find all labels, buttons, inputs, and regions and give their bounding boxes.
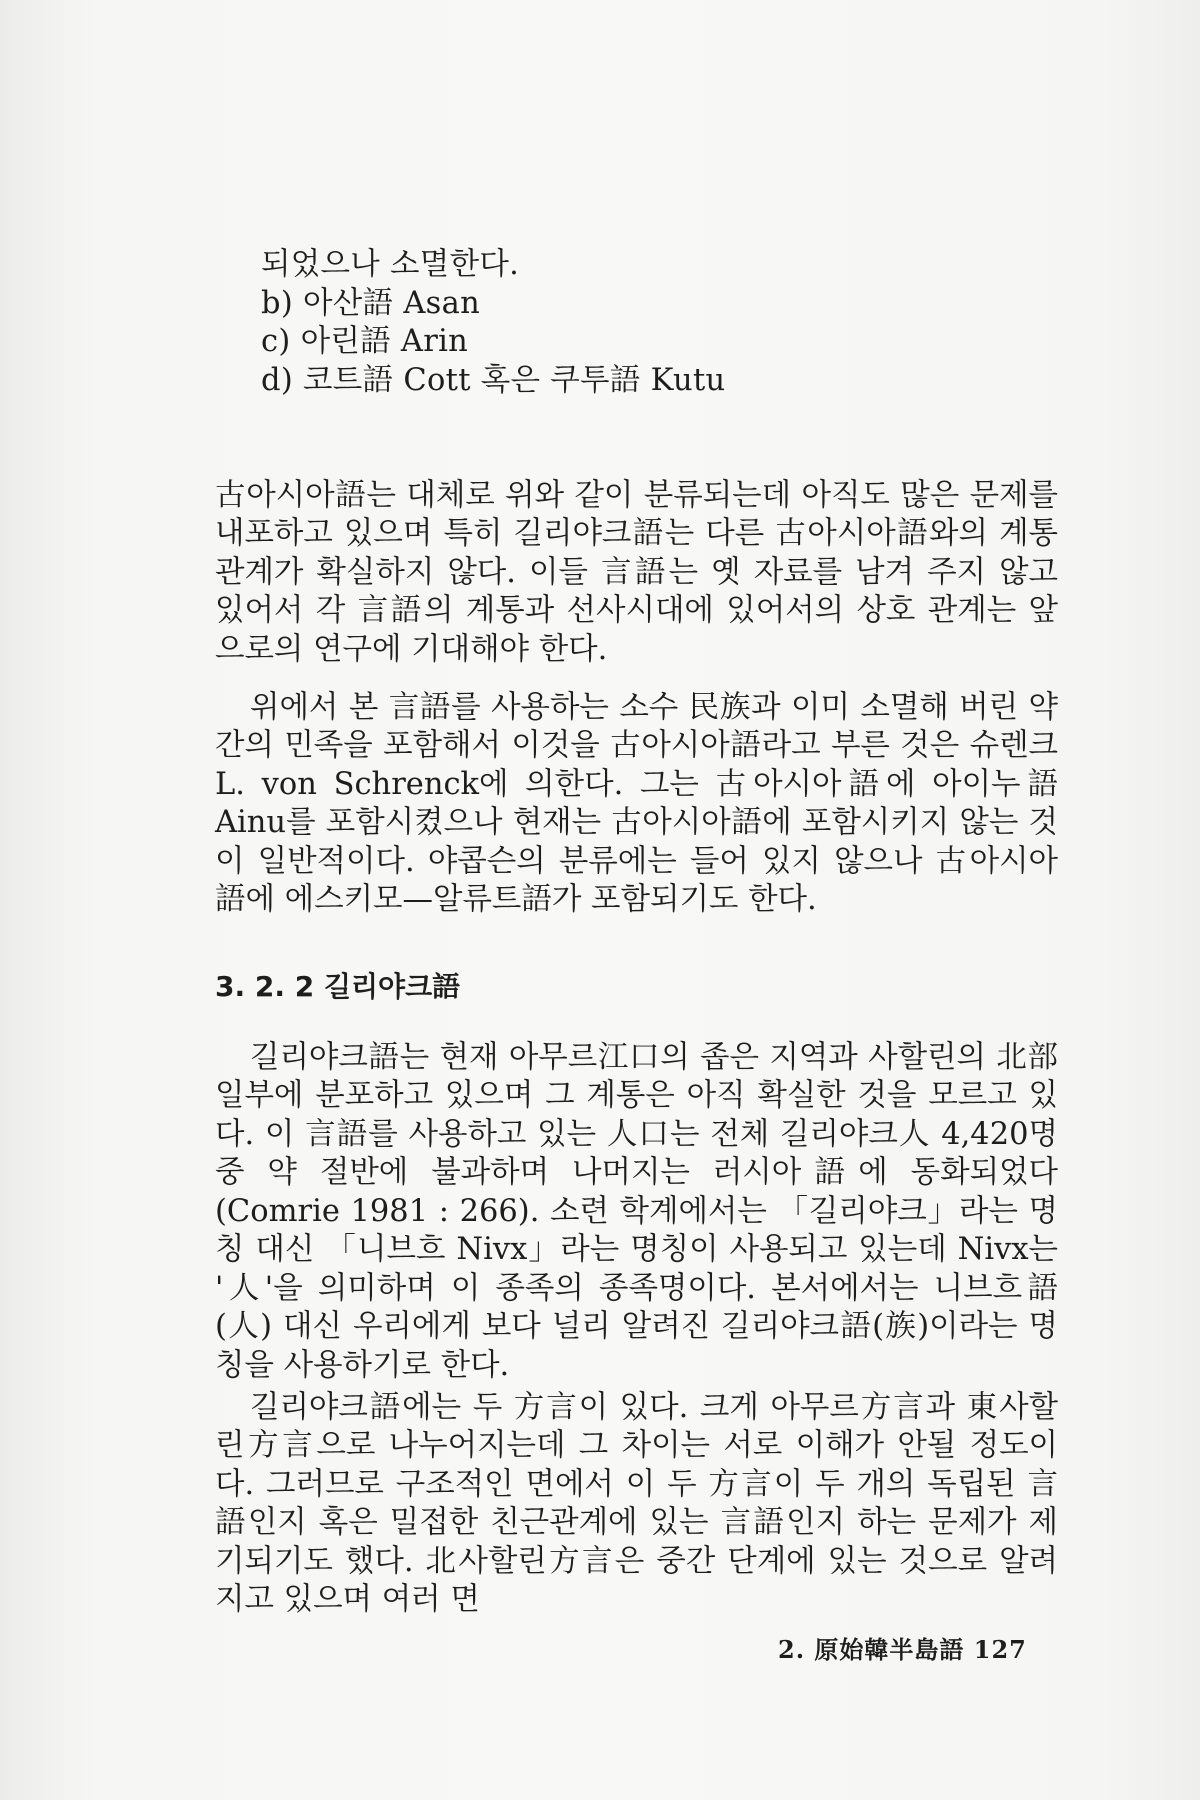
list-item: d) 코트語 Cott 혹은 쿠투語 Kutu <box>261 362 726 398</box>
list-item: b) 아산語 Asan <box>261 285 481 321</box>
list-item: c) 아린語 Arin <box>261 324 469 359</box>
list-continuation: 되었으나 소멸한다. <box>261 247 520 282</box>
paragraph-schrenck: 위에서 본 言語를 사용하는 소수 民族과 이미 소멸해 버린 약간의 민족을 포함해서 이것을 古아시아語라고 부른 것은 슈렌크 L. von Schrenck에 의한다. 그는 古아시아語에 아이누語 Ainu를 포함시켰으나 현재는 古아시아語에 포함시키지 않는 것이 일반적이다. 야콥슨의 분류에는 들어 있지 않으나 古아시아語에 에스키모—알류트語가 포함되기도 한다. <box>215 689 1058 917</box>
paragraph-gilyak-distribution: 길리야크語는 현재 아무르江口의 좁은 지역과 사할린의 北部 일부에 분포하고 있으며 그 계통은 아직 확실한 것을 모르고 있다. 이 言語를 사용하고 있는 人口는 전체 길리야크人 4,420명 중 약 절반에 불과하며 나머지는 러시아語에 동화되었다(Comrie 1981 : 266). 소련 학계에서는 「길리야크」라는 명칭 대신 「니브흐 Nivx」라는 명칭이 사용되고 있는데 Nivx는 '人'을 의미하며 이 종족의 종족명이다. 본서에서는 니브흐語(人) 대신 우리에게 보다 널리 알려진 길리야크語(族)이라는 명칭을 사용하기로 한다. <box>215 1039 1058 1383</box>
section-heading: 3. 2. 2 길리야크語 <box>215 970 461 1003</box>
page-footer: 2. 原始韓半島語 127 <box>778 1635 1027 1664</box>
paragraph-classification-problems: 古아시아語는 대체로 위와 같이 분류되는데 아직도 많은 문제를 내포하고 있으며 특히 길리야크語는 다른 古아시아語와의 계통 관계가 확실하지 않다. 이들 言語는 옛 자료를 남겨 주지 않고 있어서 각 言語의 계통과 선사시대에 있어서의 상호 관계는 앞으로의 연구에 기대해야 한다. <box>215 477 1058 667</box>
classification-list <box>215 246 1058 400</box>
paragraph-gilyak-dialects: 길리야크語에는 두 方言이 있다. 크게 아무르方言과 東사할린方言으로 나누어지는데 그 차이는 서로 이해가 안될 정도이다. 그러므로 구조적인 면에서 이 두 方言이 두 개의 독립된 言語인지 혹은 밀접한 친근관계에 있는 言語인지 하는 문제가 제기되기도 했다. 北사할린方言은 중간 단계에 있는 것으로 알려지고 있으며 여러 면 <box>215 1389 1058 1617</box>
